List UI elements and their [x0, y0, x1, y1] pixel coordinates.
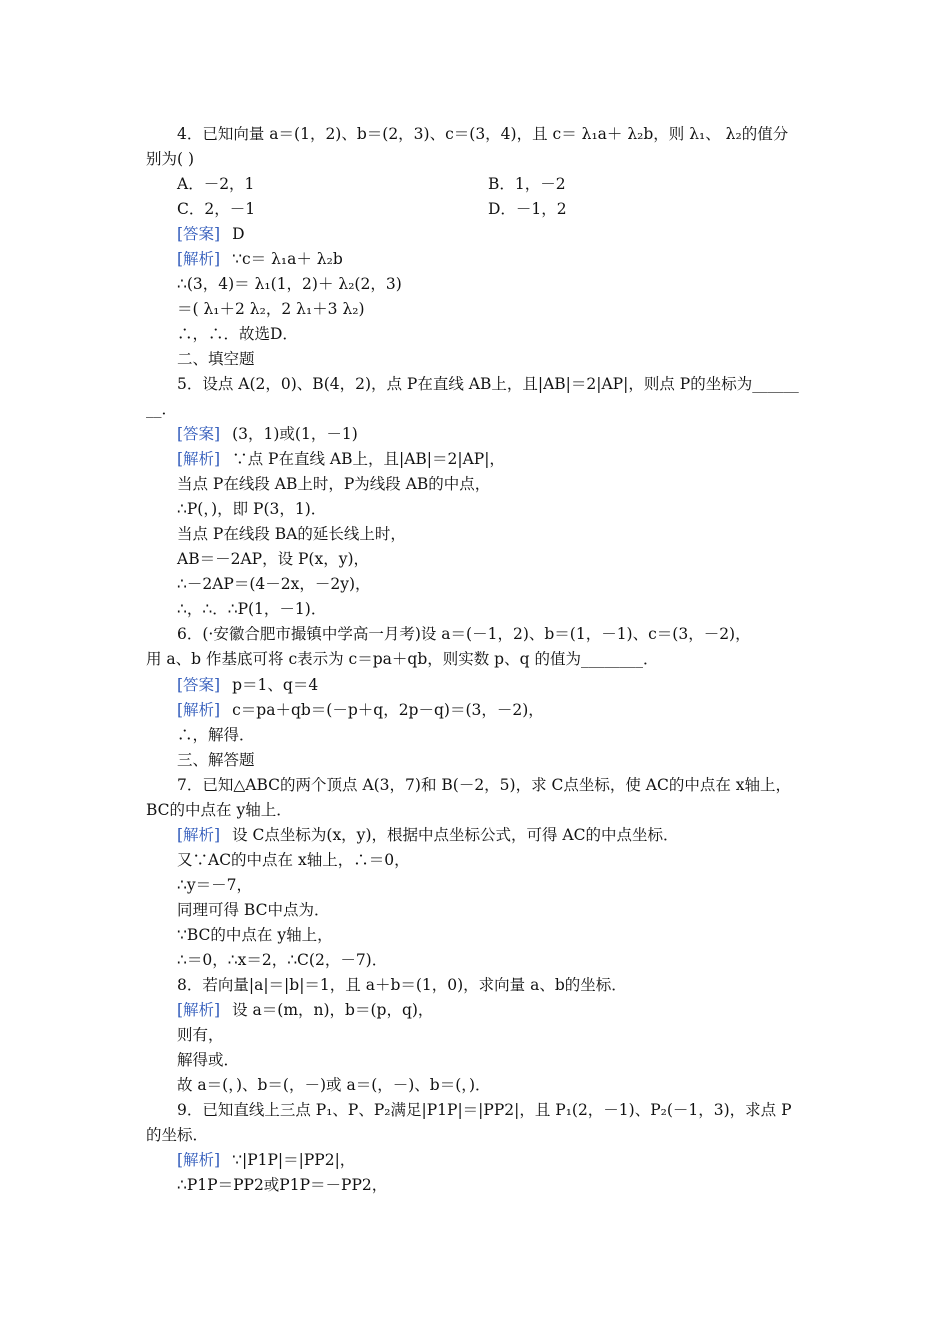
line-text: ∴，∴．故选D．: [177, 325, 298, 343]
section-tag: [答案]: [177, 225, 221, 243]
text-line: [177, 346, 255, 372]
text-line: [177, 471, 490, 497]
text-line: [177, 1072, 491, 1098]
line-text: ∵c＝ λ₁a＋ λ₂b: [232, 250, 343, 268]
text-line: [177, 621, 751, 647]
line-text: 二、填空题: [177, 350, 255, 368]
text-line: [177, 1022, 224, 1048]
line-text: B．1，－2: [488, 175, 566, 193]
text-line: [177, 897, 329, 923]
line-text: 设 C点坐标为(x，y)，根据中点坐标公式，可得 AC的中点坐标．: [232, 826, 679, 844]
text-line: [177, 521, 406, 547]
line-text: 又∵AC的中点在 x轴上，∴＝0，: [177, 851, 410, 869]
section-tag: [解析]: [177, 826, 221, 844]
line-text: 当点 P在线段 BA的延长线上时，: [177, 525, 406, 543]
line-text: ∵点 P在直线 AB上，且|AB|＝2|AP|，: [232, 450, 505, 468]
text-line: [177, 221, 245, 247]
line-text: ∴，解得．: [177, 726, 255, 744]
text-line: [177, 296, 365, 322]
text-line: [177, 246, 343, 272]
line-text: 则有，: [177, 1026, 224, 1044]
line-text: 5．设点 A(2，0)、B(4，2)，点 P在直线 AB上，且|AB|＝2|AP|，则点 P的坐标为______: [177, 375, 799, 393]
text-line: [177, 722, 255, 748]
line-text: 别为( ): [146, 150, 195, 168]
text-line: [177, 1172, 387, 1198]
text-line: [177, 772, 791, 798]
line-text: 三、解答题: [177, 751, 255, 769]
text-line: [146, 1122, 208, 1148]
line-text: A．－2，1: [177, 175, 255, 193]
text-line: [177, 972, 627, 998]
text-line: [146, 396, 177, 422]
text-line: [177, 196, 255, 222]
line-text: ∴－2AP＝(4－2x，－2y)，: [177, 575, 371, 593]
line-text: 4．已知向量 a＝(1，2)、b＝(2，3)、c＝(3，4)，且 c＝ λ₁a＋ λ₂b，则 λ₁、 λ₂的值分: [177, 125, 789, 143]
text-line: [177, 271, 402, 297]
line-text: ＝( λ₁＋2 λ₂，2 λ₁＋3 λ₂): [177, 300, 365, 318]
line-text: 8．若向量|a|＝|b|＝1，且 a＋b＝(1，0)，求向量 a、b的坐标．: [177, 976, 627, 994]
line-text: AB＝－2AP，设 P(x，y)，: [177, 550, 370, 568]
line-text: 同理可得 BC中点为．: [177, 901, 330, 919]
text-line: [177, 121, 788, 147]
line-text: ∵BC的中点在 y轴上，: [177, 926, 333, 944]
text-line: [177, 421, 358, 447]
line-text: ∴P1P＝PP2或P1P＝－PP2，: [177, 1176, 388, 1194]
section-tag: [答案]: [177, 425, 221, 443]
line-text: (3，1)或(1，－1): [232, 425, 358, 443]
text-line: [488, 196, 567, 222]
line-text: c＝pa＋qb＝(－p＋q，2p－q)＝(3，－2)，: [232, 701, 544, 719]
line-text: 9．已知直线上三点 P₁、P、P₂满足|P1P|＝|PP2|，且 P₁(2，－1)、P₂(－1，3)，求点 P: [177, 1101, 792, 1119]
text-line: [177, 321, 298, 347]
section-tag: [答案]: [177, 676, 221, 694]
line-text: 设 a＝(m，n)，b＝(p，q)，: [232, 1001, 434, 1019]
text-line: [177, 747, 255, 773]
line-text: ∴y＝－7，: [177, 876, 252, 894]
text-line: [177, 496, 326, 522]
text-line: [146, 146, 194, 172]
section-tag: [解析]: [177, 1001, 221, 1019]
line-text: 故 a＝(，)、b＝(，－)或 a＝(，－)、b＝(，)．: [177, 1076, 491, 1094]
line-text: ∴(3，4)＝ λ₁(1，2)＋ λ₂(2，3): [177, 275, 402, 293]
text-line: [177, 171, 254, 197]
section-tag: [解析]: [177, 701, 221, 719]
text-line: [177, 446, 505, 472]
text-line: [177, 847, 410, 873]
text-line: [177, 571, 371, 597]
line-text: ∵|P1P|＝|PP2|，: [232, 1151, 356, 1169]
line-text: __．: [146, 400, 178, 418]
text-line: [177, 947, 387, 973]
text-line: [177, 822, 678, 848]
text-line: [177, 1147, 355, 1173]
line-text: D: [232, 225, 245, 243]
line-text: BC的中点在 y轴上．: [146, 801, 292, 819]
line-text: 解得或．: [177, 1051, 240, 1069]
text-line: [146, 646, 658, 672]
text-line: [177, 1047, 239, 1073]
line-text: p＝1、q＝4: [232, 676, 319, 694]
text-line: [177, 922, 333, 948]
line-text: 用 a、b 作基底可将 c表示为 c＝pa＋qb，则实数 p、q 的值为________．: [146, 650, 659, 668]
line-text: C．2，－1: [177, 200, 256, 218]
text-line: [177, 997, 433, 1023]
line-text: ∴＝0，∴x＝2，∴C(2，－7)．: [177, 951, 388, 969]
text-line: [177, 672, 318, 698]
text-line: [177, 596, 326, 622]
line-text: 7．已知△ABC的两个顶点 A(3，7)和 B(－2，5)，求 C点坐标，使 AC的中点在 x轴上，: [177, 776, 792, 794]
line-text: ∴P(，)，即 P(3，1)．: [177, 500, 327, 518]
text-line: [177, 1097, 792, 1123]
line-text: 6．(·安徽合肥市撮镇中学高一月考)设 a＝(－1，2)、b＝(1，－1)、c＝(3，－2)，: [177, 625, 751, 643]
text-line: [177, 697, 544, 723]
section-tag: [解析]: [177, 250, 221, 268]
text-line: [177, 872, 252, 898]
text-line: [488, 171, 566, 197]
text-line: [177, 546, 369, 572]
section-tag: [解析]: [177, 1151, 221, 1169]
line-text: ∴，∴．∴P(1，－1)．: [177, 600, 327, 618]
line-text: D．－1，2: [488, 200, 567, 218]
text-line: [146, 797, 292, 823]
text-line: [177, 371, 799, 397]
line-text: 当点 P在线段 AB上时，P为线段 AB的中点，: [177, 475, 491, 493]
section-tag: [解析]: [177, 450, 221, 468]
line-text: 的坐标．: [146, 1126, 209, 1144]
